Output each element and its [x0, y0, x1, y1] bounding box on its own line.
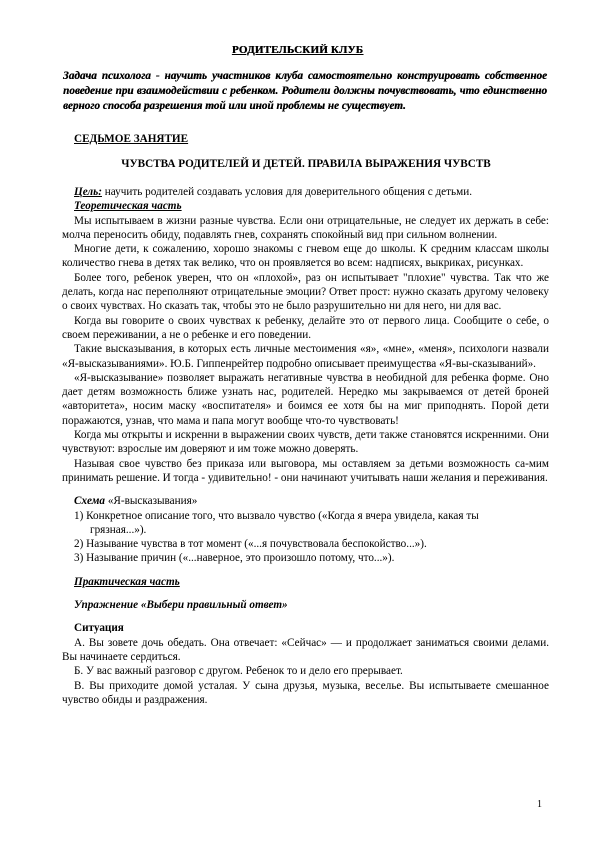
theory-paragraph: Когда вы говорите о своих чувствах к ребенку, делайте это от первого лица. Сообщите о себе, о своем переживании, а не о ребенке и его поведении. — [62, 314, 549, 341]
theory-paragraph: Многие дети, к сожалению, хорошо знакомы с гневом еще до школы. К средним классам школы количество гнева в детях так велико, что он проявляется во всем: надписях, выкриках, рисунках. — [62, 243, 549, 270]
spacer — [62, 566, 549, 575]
theory-paragraph: Называя свое чувство без приказа или выговора, мы оставляем за детьми возможность са-мим принимать решение. И тогда - удивительно! - они начинают учитывать наши желания и переживания. — [62, 457, 549, 484]
scheme-line — [62, 494, 549, 508]
page-number: 1 — [537, 799, 542, 810]
situation-item: А. Вы зовете дочь обедать. Она отвечает: «Сейчас» — и продолжает заниматься своими делами. Вы начинаете сердиться. — [62, 636, 549, 663]
document-body — [62, 185, 549, 707]
scheme-item-continuation: грязная...»). — [90, 523, 147, 536]
lesson-heading: СЕДЬМОЕ ЗАНЯТИЕ — [74, 133, 189, 145]
goal-label: Цель: — [74, 186, 102, 198]
theory-paragraph: Более того, ребенок уверен, что он «плохой», раз он испытывает "плохие" чувства. Так что же делать, когда нас переполняют отрицательные эмоции? Ответ прост: нужно сказать другому человеку о своих чувствах. Но сказать так, чтобы это не было разрушительно ни для него, ни для вас. — [62, 271, 549, 313]
theory-heading: Теоретическая часть — [74, 200, 182, 213]
scheme-item: 1) Конкретное описание того, что вызвало чувство («Когда я вчера увидела, какая ты — [74, 509, 479, 522]
situation-heading: Ситуация — [74, 622, 124, 635]
theory-paragraph: Когда мы открыты и искренни в выражении своих чувств, дети также становятся искренними. Они чувствуют: взрослые им доверяют и им тоже можно доверять. — [62, 429, 549, 456]
exercise-heading: Упражнение «Выбери правильный ответ» — [74, 599, 288, 612]
intro-paragraph: Задача психолога - научить участников клуба самостоятельно конструировать собственное поведение при взаимодействии с ребенком. Родители должны почувствовать, что единственно верного способа разрешения той или иной проблемы не существует. — [63, 70, 547, 112]
theory-paragraph: Такие высказывания, в которых есть личные местоимения «я», «мне», «меня», психологи назвали «Я-высказываниями». Ю.Б. Гиппенрейтер подробно описывает преимущества «Я-вы-сказываний». — [62, 343, 549, 370]
practice-heading: Практическая часть — [74, 575, 180, 588]
scheme-item: 2) Называние чувства в тот момент («...я почувствовала беспокойство...»). — [74, 538, 427, 551]
scheme-item: 3) Называние причин («...наверное, это произошло потому, что...»). — [74, 552, 395, 565]
spacer — [62, 612, 549, 621]
scheme-label: Схема — [74, 495, 106, 508]
goal-text: научить родителей создавать условия для доверительного общения с детьми. — [101, 186, 473, 198]
theory-paragraph: Мы испытываем в жизни разные чувства. Если они отрицательные, не следует их держать в себе: молча переносить обиду, подавлять гнев, сохранять спокойный вид при сильном волнении. — [62, 214, 549, 241]
topic-heading: ЧУВСТВА РОДИТЕЛЕЙ И ДЕТЕЙ. ПРАВИЛА ВЫРАЖЕНИЯ ЧУВСТВ — [121, 158, 491, 170]
spacer — [62, 485, 549, 494]
goal-line — [62, 185, 549, 199]
situation-item: Б. У вас важный разговор с другом. Ребенок то и дело его прерывает. — [74, 665, 403, 678]
situation-item: В. Вы приходите домой усталая. У сына друзья, музыка, веселье. Вы испытываете смешанное чувство обиды и раздражения. — [62, 679, 549, 706]
scheme-title: «Я-высказывания» — [105, 495, 198, 508]
spacer — [62, 589, 549, 598]
document-title: РОДИТЕЛЬСКИЙ КЛУБ — [231, 44, 364, 56]
theory-paragraph: «Я-высказывание» позволяет выражать негативные чувства в необидной для ребенка форме. Оно дает детям возможность ближе узнать нас, родителей. Нередко мы закрываемся от детей броней «авторитета», носим маску «воспитателя» и боимся ее хотя бы на миг приподнять. Порой дети поражаются, узнав, что мама и папа могут вообще что-то чувствовать! — [62, 371, 549, 427]
